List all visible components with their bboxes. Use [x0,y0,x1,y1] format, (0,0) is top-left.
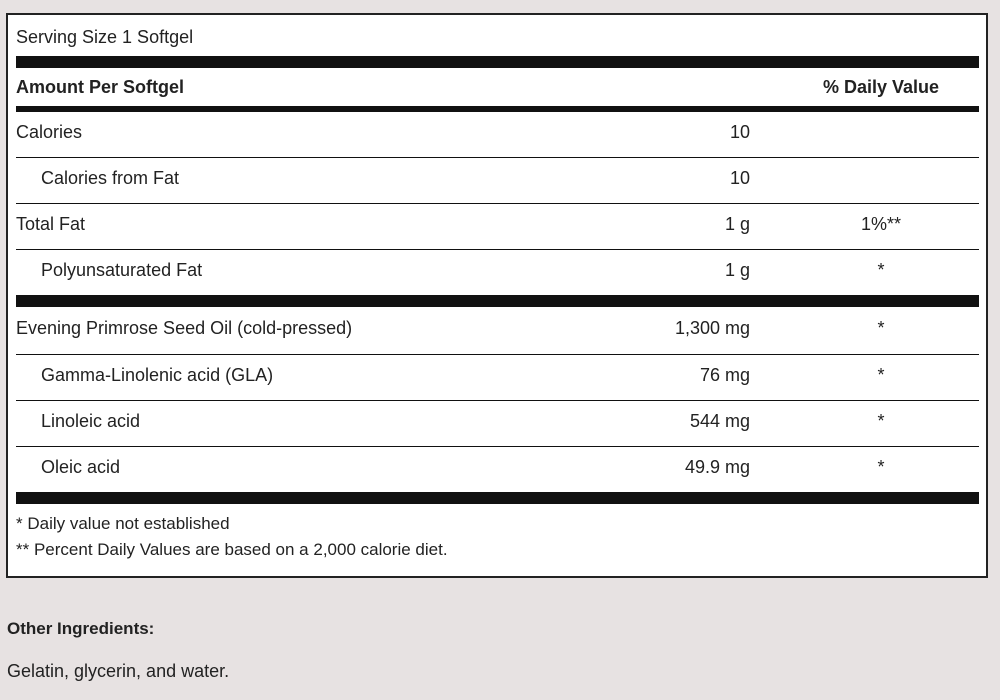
thick-divider [16,295,979,307]
other-ingredients-text: Gelatin, glycerin, and water. [7,661,230,681]
daily-value-header: % Daily Value [822,77,940,97]
row-divider [16,203,979,204]
medium-divider [16,106,979,112]
row-divider [16,249,979,250]
row-divider [16,446,979,447]
amount-per-serving-header: Amount Per Softgel [16,77,185,97]
row-divider [16,400,979,401]
row-divider [16,354,979,355]
footnote-daily-value: * Daily value not established [16,514,230,533]
footnote-percent-daily: ** Percent Daily Values are based on a 2,000 calorie diet. [16,540,448,559]
thick-divider [16,56,979,68]
row-divider [16,157,979,158]
thick-divider [16,492,979,504]
supplement-facts-panel: Serving Size 1 Softgel Amount Per Softgel % Daily Value Calories 10 Calories from Fat 10 Total Fat 1 g 1%** Polyunsaturated Fat 1 g * Evening Primrose Seed Oil (cold-pressed) 1,300 mg * Gamma-Linolenic acid (GLA) 76 mg * Linoleic acid 544 mg * Oleic acid 49.9 mg * * Daily value not established ** Percent Daily Values are based on a 2,000 calorie diet. [6,13,988,578]
other-ingredients-heading: Other Ingredients: [7,619,155,638]
